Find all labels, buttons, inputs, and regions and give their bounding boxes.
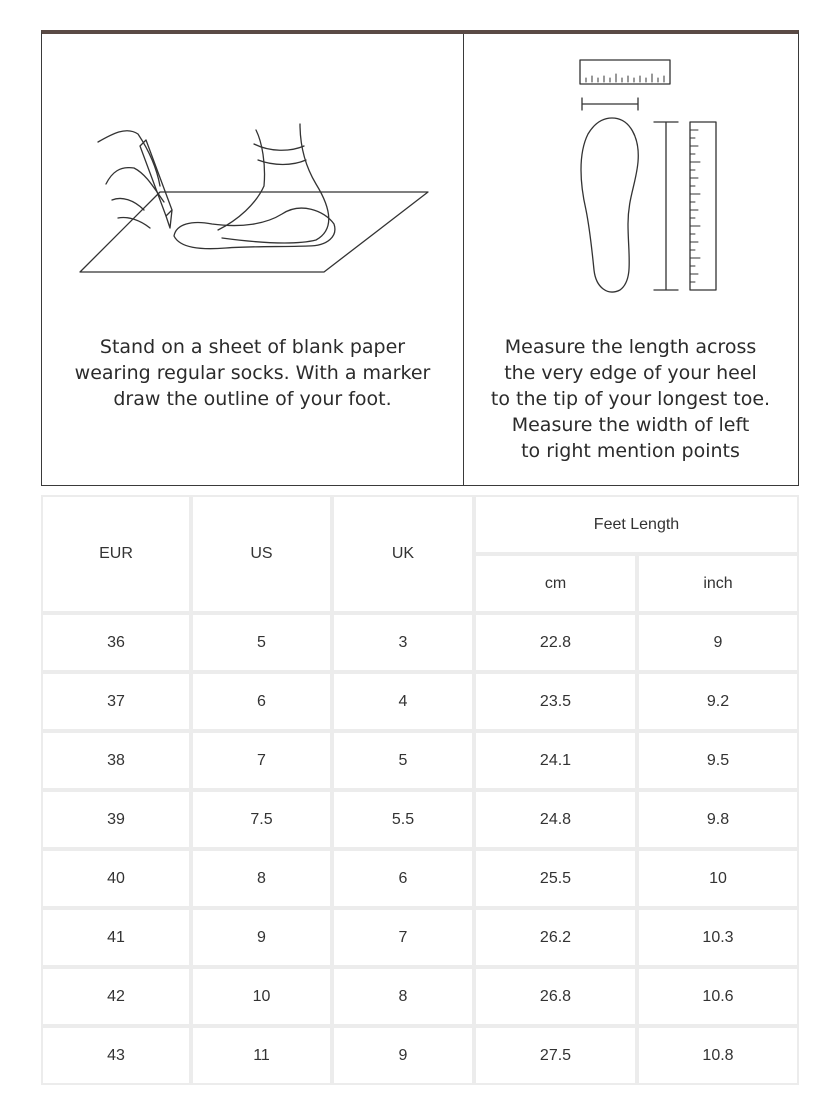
cell-uk: 6 <box>332 849 474 908</box>
cell-cm: 24.8 <box>474 790 637 849</box>
step1-caption <box>42 334 463 412</box>
cell-us: 7.5 <box>191 790 332 849</box>
cell-us: 10 <box>191 967 332 1026</box>
cell-us: 11 <box>191 1026 332 1085</box>
cell-uk: 8 <box>332 967 474 1026</box>
cell-uk: 3 <box>332 613 474 672</box>
cell-eur: 37 <box>41 672 191 731</box>
cell-uk: 7 <box>332 908 474 967</box>
header-feet-length: Feet Length <box>474 495 799 554</box>
cell-uk: 5.5 <box>332 790 474 849</box>
header-cm: cm <box>474 554 637 613</box>
step2-line: Measure the width of left <box>511 414 750 436</box>
step1-panel <box>42 34 464 485</box>
cell-eur: 36 <box>41 613 191 672</box>
foot-ruler-icon <box>464 34 797 324</box>
measuring-guide <box>41 30 799 486</box>
cell-eur: 39 <box>41 790 191 849</box>
cell-eur: 41 <box>41 908 191 967</box>
cell-inch: 10.6 <box>637 967 799 1026</box>
cell-cm: 24.1 <box>474 731 637 790</box>
header-inch: inch <box>637 554 799 613</box>
step2-line: to right mention points <box>521 440 740 462</box>
cell-us: 6 <box>191 672 332 731</box>
cell-inch: 9.2 <box>637 672 799 731</box>
step1-line: Stand on a sheet of blank paper <box>99 336 406 358</box>
cell-eur: 43 <box>41 1026 191 1085</box>
cell-us: 8 <box>191 849 332 908</box>
cell-cm: 25.5 <box>474 849 637 908</box>
cell-us: 5 <box>191 613 332 672</box>
header-us: US <box>191 495 332 613</box>
cell-cm: 23.5 <box>474 672 637 731</box>
cell-us: 7 <box>191 731 332 790</box>
foot-tracing-icon <box>42 34 464 324</box>
cell-eur: 38 <box>41 731 191 790</box>
cell-cm: 22.8 <box>474 613 637 672</box>
header-uk: UK <box>332 495 474 613</box>
step1-line: draw the outline of your foot. <box>113 388 392 410</box>
step2-line: Measure the length across <box>504 336 757 358</box>
cell-uk: 4 <box>332 672 474 731</box>
cell-eur: 42 <box>41 967 191 1026</box>
cell-us: 9 <box>191 908 332 967</box>
cell-inch: 9.8 <box>637 790 799 849</box>
cell-uk: 9 <box>332 1026 474 1085</box>
cell-cm: 26.2 <box>474 908 637 967</box>
cell-inch: 10.3 <box>637 908 799 967</box>
cell-eur: 40 <box>41 849 191 908</box>
cell-cm: 26.8 <box>474 967 637 1026</box>
header-eur: EUR <box>41 495 191 613</box>
step1-line: wearing regular socks. With a marker <box>74 362 431 384</box>
step2-line: the very edge of your heel <box>504 362 757 384</box>
cell-inch: 10 <box>637 849 799 908</box>
step2-line: to the tip of your longest toe. <box>490 388 771 410</box>
cell-inch: 9.5 <box>637 731 799 790</box>
step2-caption <box>464 334 797 464</box>
cell-uk: 5 <box>332 731 474 790</box>
step2-panel <box>464 34 797 485</box>
cell-inch: 9 <box>637 613 799 672</box>
cell-cm: 27.5 <box>474 1026 637 1085</box>
cell-inch: 10.8 <box>637 1026 799 1085</box>
